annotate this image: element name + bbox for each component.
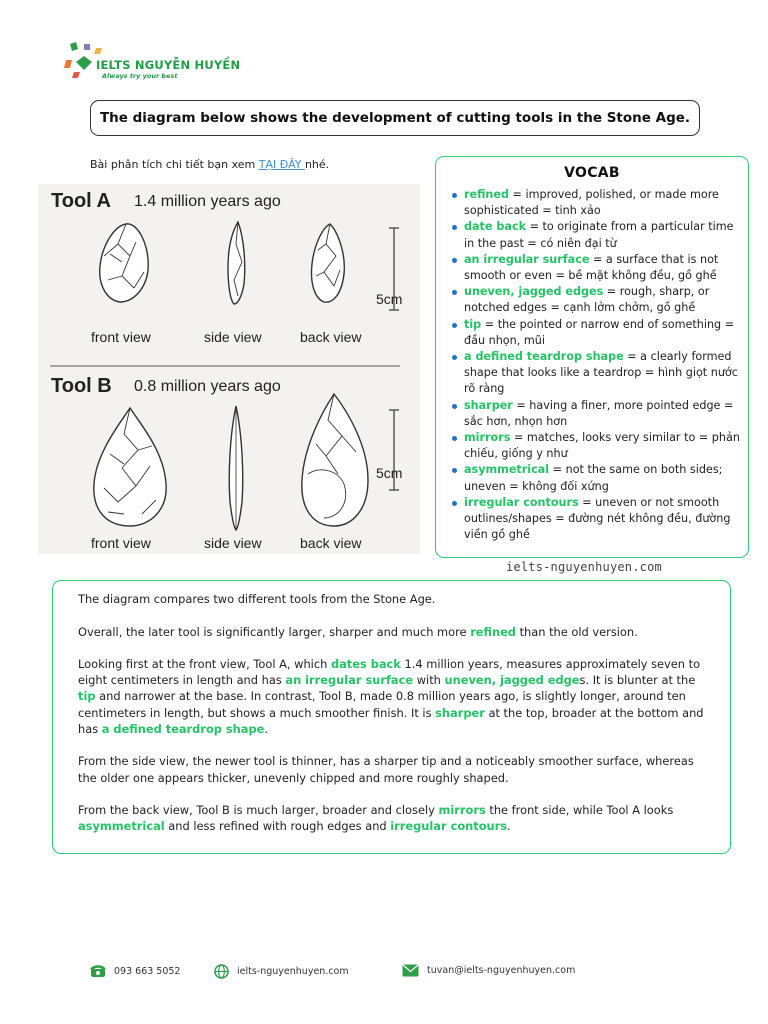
essay-highlight: sharper — [435, 705, 485, 720]
phone-icon — [90, 964, 106, 978]
essay-paragraph-back-view — [78, 802, 710, 834]
vocab-term: tip — [464, 317, 482, 331]
page-title: The diagram below shows the development of cutting tools in the Stone Age. — [99, 110, 691, 126]
analysis-link[interactable]: TẠI ĐÂY — [258, 158, 305, 171]
essay-paragraph-side-view — [78, 753, 710, 785]
footer-website — [214, 964, 349, 979]
essay-text: Looking first at the front view, Tool A, which — [78, 657, 331, 671]
essay-highlight: tip — [78, 689, 96, 704]
tool-a-age: 1.4 million years ago — [134, 193, 281, 210]
essay-box — [52, 580, 731, 854]
tool-b-front-view-label: front view — [91, 535, 151, 551]
vocab-item — [448, 187, 746, 219]
essay-paragraph-intro — [78, 591, 710, 607]
tool-a-scale-label: 5cm — [376, 291, 403, 307]
essay-text: with — [413, 673, 445, 688]
tool-b-front-view-drawing — [94, 408, 166, 526]
vocab-definition: = improved, polished, or made more sophisticated = tinh xảo — [464, 188, 719, 218]
essay-highlight: a defined teardrop shape — [101, 721, 265, 736]
tool-a-front-view-label: front view — [91, 329, 151, 345]
vocab-term: date back — [464, 220, 527, 234]
vocab-item — [448, 495, 746, 544]
tool-b-side-view-label: side view — [204, 535, 262, 551]
link-prefix: Bài phân tích chi tiết bạn xem — [90, 158, 259, 171]
essay-text: s. It is blunter at the — [579, 673, 696, 688]
footer-email-text[interactable]: tuvan@ielts-nguyenhuyen.com — [427, 965, 576, 976]
tool-a-name: Tool A — [51, 190, 111, 212]
essay-highlight: asymmetrical — [78, 819, 165, 834]
vocab-definition: = uneven or not smooth outlines/shapes = đường nét không đều, đường viền gồ ghề — [464, 495, 731, 542]
vocab-item — [448, 349, 746, 398]
logo — [62, 40, 241, 84]
footer-email — [402, 964, 575, 977]
vocab-item — [448, 317, 746, 349]
essay-paragraph-overview — [78, 624, 710, 640]
tool-b-scale-label: 5cm — [376, 465, 403, 481]
tool-b-name: Tool B — [51, 375, 112, 397]
tool-a-side-view-drawing — [228, 222, 245, 304]
tool-b-age: 0.8 million years ago — [134, 378, 281, 395]
logo-brand: IELTS NGUYỄN HUYỀN — [96, 58, 241, 72]
vocab-term: a defined teardrop shape — [464, 350, 624, 364]
essay-highlight: irregular contours — [390, 819, 508, 834]
essay-highlight: refined — [470, 624, 516, 639]
essay-text: the front side, while Tool A looks — [485, 803, 674, 818]
essay-text: . — [264, 721, 268, 736]
vocab-definition: = not the same on both sides; uneven = không đối xứng — [464, 463, 723, 493]
vocab-term: irregular contours — [464, 495, 579, 509]
vocab-item — [448, 398, 746, 430]
essay-text: 1.4 million years, measures approximately seven to eight centimeters in length and has — [78, 657, 701, 688]
essay-text: at the top, broader at the bottom and has — [78, 705, 704, 736]
tool-a-front-view-drawing — [100, 224, 149, 302]
link-suffix: nhé. — [304, 158, 330, 171]
vocab-definition: = having a finer, more pointed edge = sắc hơn, nhọn hơn — [464, 398, 734, 428]
footer-phone-text: 093 663 5052 — [114, 965, 181, 977]
vocab-item — [448, 462, 746, 494]
tool-b-side-view-drawing — [229, 406, 243, 530]
footer-phone — [90, 964, 180, 978]
vocab-term: sharper — [464, 398, 513, 412]
essay-highlight: dates back — [330, 657, 401, 671]
vocab-definition: = the pointed or narrow end of something = đầu nhọn, mũi — [464, 317, 735, 347]
vocab-box — [435, 156, 749, 558]
model-essay — [78, 591, 710, 851]
tool-b-back-view-label: back view — [300, 535, 362, 551]
mail-icon — [402, 964, 419, 977]
vocab-title: VOCAB — [564, 165, 620, 181]
vocab-item — [448, 284, 746, 316]
vocab-definition: = a surface that is not smooth or even = bề mặt không đều, gồ ghề — [464, 252, 719, 283]
vocab-term: mirrors — [464, 431, 511, 445]
essay-highlight: mirrors — [438, 803, 486, 818]
essay-text: and less refined with rough edges and — [164, 819, 391, 834]
essay-paragraph-front-view — [78, 656, 710, 737]
vocab-definition: = matches, looks very similar to = phản chiếu, giống y như — [464, 431, 740, 461]
tool-a-back-view-drawing — [312, 224, 345, 302]
vocab-term: an irregular surface — [464, 252, 590, 266]
title-box — [90, 100, 700, 136]
essay-text: Overall, the later tool is significantly larger, sharper and much more — [78, 624, 471, 639]
essay-highlight: uneven, jagged edge — [444, 673, 580, 688]
tool-a-back-view-label: back view — [300, 329, 362, 345]
vocab-item — [448, 219, 746, 251]
vocab-term: asymmetrical — [464, 463, 550, 477]
logo-slogan: Always try your best — [102, 72, 178, 80]
essay-text: From the back view, Tool B is much larger, broader and closely — [78, 803, 439, 818]
stone-tools-diagram — [38, 184, 420, 554]
site-watermark: ielts-nguyenhuyen.com — [506, 560, 662, 574]
essay-text: The diagram compares two different tools from the Stone Age. — [78, 592, 436, 606]
essay-text: than the old version. — [515, 624, 638, 639]
analysis-link-line — [90, 158, 329, 171]
vocab-definition: = rough, sharp, or notched edges = cạnh lởm chởm, gồ ghề — [464, 285, 710, 315]
globe-icon — [214, 964, 229, 979]
footer-website-text[interactable]: ielts-nguyenhuyen.com — [237, 966, 349, 977]
tool-b-back-view-drawing — [302, 394, 368, 526]
vocab-list — [448, 187, 746, 543]
vocab-item — [448, 430, 746, 462]
vocab-item — [448, 252, 746, 284]
essay-text: and narrower at the base. In contrast, Tool B, made 0.8 million years ago, is slightly longer, around ten centimeters in length, but shows a much smoother finish. It is — [78, 689, 686, 720]
vocab-term: refined — [464, 188, 509, 201]
vocab-definition: = to originate from a particular time in the past = có niên đại từ — [464, 220, 734, 250]
essay-highlight: an irregular surface — [285, 673, 414, 688]
essay-text: From the side view, the newer tool is thinner, has a sharper tip and a noticeably smoother surface, whereas the older one appears thicker, unevenly chipped and more roughly shaped. — [78, 754, 694, 785]
tool-a-side-view-label: side view — [204, 329, 262, 345]
essay-text: . — [507, 819, 511, 834]
vocab-definition: = a clearly formed shape that looks like a teardrop = hình giọt nước rõ ràng — [464, 350, 738, 396]
vocab-term: uneven, jagged edges — [464, 285, 604, 299]
